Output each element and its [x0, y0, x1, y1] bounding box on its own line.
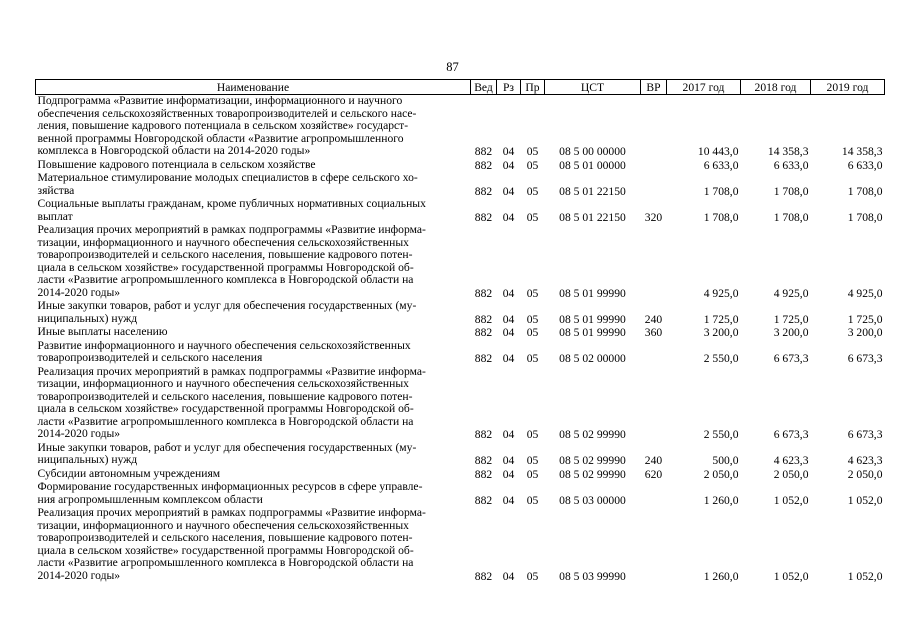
- cell-rz: 04: [502, 493, 515, 507]
- cell-2017: 1 260,0: [703, 569, 739, 583]
- cell-vr: [641, 172, 667, 198]
- cell-2018: 1 052,0: [773, 569, 809, 583]
- cell-ved: 882: [474, 428, 493, 441]
- cell-cst: 08 5 01 00000: [559, 158, 626, 172]
- name-line: ния агропромышленным комплексом области: [37, 492, 263, 506]
- cell-2019: 1 708,0: [847, 184, 883, 198]
- cell-rz: 04: [502, 326, 515, 339]
- cell-2017: 2 050,0: [703, 467, 739, 481]
- cell-rz: 04: [502, 352, 515, 365]
- table-row: [36, 300, 885, 326]
- cell-2017: 3 200,0: [703, 326, 739, 339]
- table-header-row: [36, 80, 885, 95]
- cell-2018: 1 708,0: [773, 184, 809, 198]
- cell-2019: 3 200,0: [847, 326, 883, 339]
- cell-2018: 2 050,0: [773, 467, 809, 481]
- cell-ved: 882: [474, 569, 493, 583]
- name-line: 2014-2020 годы»: [37, 427, 121, 440]
- name-line: венной программы Новгородской области «Развитие агропромышленного: [37, 131, 404, 145]
- cell-vr: [641, 507, 667, 583]
- header-2017: 2017 год: [667, 80, 741, 95]
- header-rz: Рз: [497, 80, 521, 95]
- cell-rz: 04: [502, 467, 515, 481]
- cell-cst: 08 5 02 99990: [559, 454, 626, 467]
- name-line: циала в сельском хозяйстве» государственной программы Новгородской об-: [37, 260, 414, 274]
- cell-name: [36, 366, 471, 442]
- table-row: [36, 172, 885, 198]
- name-line: ласти «Развитие агропромышленного комплекса в Новгородской области на: [37, 273, 414, 286]
- table-row: [36, 326, 885, 340]
- cell-name: [36, 326, 471, 340]
- name-line: зяйства: [37, 183, 75, 197]
- cell-pr: 05: [526, 145, 539, 158]
- table-row: [36, 481, 885, 507]
- cell-2018: 6 673,3: [773, 428, 809, 441]
- cell-2019: 1 052,0: [847, 493, 883, 507]
- name-line: Материальное стимулирование молодых специалистов в сфере сельского хо-: [37, 171, 418, 184]
- name-line: товаропроизводителей и сельского населения, повышение кадрового потен-: [37, 389, 413, 403]
- name-line: выплат: [37, 209, 73, 223]
- cell-2019: 1 708,0: [847, 210, 883, 224]
- table-row: [36, 507, 885, 583]
- cell-vr: 620: [644, 467, 663, 481]
- cell-ved: 882: [474, 210, 493, 224]
- cell-pr: 05: [526, 352, 539, 365]
- cell-cst: 08 5 03 00000: [559, 493, 626, 507]
- cell-vr: 360: [644, 326, 663, 339]
- name-line: Субсидии автономным учреждениям: [37, 466, 221, 480]
- name-line: ниципальных) нужд: [37, 453, 138, 466]
- cell-pr: 05: [526, 158, 539, 172]
- cell-ved: 882: [474, 312, 493, 326]
- cell-cst: 08 5 01 99990: [559, 312, 626, 326]
- name-line: ласти «Развитие агропромышленного комплекса в Новгородской области на: [37, 556, 414, 569]
- cell-2019: 6 673,3: [847, 352, 883, 365]
- name-line: Повышение кадрового потенциала в сельском хозяйстве: [37, 157, 316, 171]
- cell-rz: 04: [502, 184, 515, 198]
- cell-rz: 04: [502, 569, 515, 583]
- cell-2019: 1 725,0: [847, 312, 883, 326]
- cell-ved: 882: [474, 454, 493, 467]
- cell-rz: 04: [502, 428, 515, 441]
- table-row: [36, 159, 885, 173]
- cell-2018: 6 633,0: [773, 158, 809, 172]
- cell-vr: 240: [644, 454, 663, 467]
- cell-rz: 04: [502, 210, 515, 224]
- cell-2019: 6 633,0: [847, 158, 883, 172]
- cell-vr: [641, 340, 667, 366]
- cell-cst: 08 5 01 99990: [559, 286, 626, 300]
- cell-pr: 05: [526, 184, 539, 198]
- header-ved: Вед: [471, 80, 497, 95]
- name-line: 2014-2020 годы»: [37, 285, 121, 299]
- cell-vr: [641, 366, 667, 442]
- cell-ved: 882: [474, 184, 493, 198]
- name-line: Иные закупки товаров, работ и услуг для обеспечения государственных (му-: [37, 440, 417, 454]
- cell-name: [36, 95, 471, 159]
- cell-ved: 882: [474, 326, 493, 339]
- cell-cst: 08 5 02 99990: [559, 467, 626, 481]
- cell-name: [36, 198, 471, 224]
- cell-pr: 05: [526, 210, 539, 224]
- cell-cst: 08 5 03 99990: [559, 569, 626, 583]
- cell-name: [36, 300, 471, 326]
- cell-cst: 08 5 01 22150: [559, 210, 626, 224]
- cell-2018: 4 623,3: [773, 454, 809, 467]
- cell-name: [36, 340, 471, 366]
- cell-vr: [641, 481, 667, 507]
- cell-pr: 05: [526, 467, 539, 481]
- name-line: Иные закупки товаров, работ и услуг для обеспечения государственных (му-: [37, 299, 417, 312]
- cell-rz: 04: [502, 145, 515, 158]
- cell-vr: [641, 95, 667, 159]
- header-2018: 2018 год: [741, 80, 811, 95]
- page-number: 87: [446, 60, 459, 74]
- cell-2019: 4 925,0: [847, 286, 883, 300]
- cell-pr: 05: [526, 326, 539, 339]
- name-line: ласти «Развитие агропромышленного комплекса в Новгородской области на: [37, 414, 414, 428]
- name-line: Подпрограмма «Развитие информатизации, информационного и научного: [37, 94, 403, 107]
- cell-vr: 320: [644, 210, 663, 224]
- cell-name: [36, 159, 471, 173]
- cell-name: [36, 481, 471, 507]
- cell-2017: 4 925,0: [703, 286, 739, 300]
- table-row: [36, 366, 885, 442]
- cell-2017: 1 708,0: [703, 184, 739, 198]
- cell-name: [36, 442, 471, 468]
- cell-2018: 14 358,3: [767, 145, 809, 158]
- cell-cst: 08 5 02 99990: [559, 428, 626, 441]
- table-row: [36, 442, 885, 468]
- header-pr: Пр: [521, 80, 545, 95]
- cell-rz: 04: [502, 158, 515, 172]
- cell-name: [36, 468, 471, 482]
- name-line: тизации, информационного и научного обеспечения сельскохозяйственных: [37, 518, 409, 532]
- name-line: товаропроизводителей и сельского населения: [37, 351, 263, 364]
- name-line: циала в сельском хозяйстве» государственной программы Новгородской об-: [37, 543, 414, 557]
- table-row: [36, 95, 885, 159]
- cell-2019: 6 673,3: [847, 428, 883, 441]
- name-line: Реализация прочих мероприятий в рамках подпрограммы «Развитие информа-: [37, 364, 426, 378]
- cell-2018: 1 708,0: [773, 210, 809, 224]
- cell-2017: 6 633,0: [703, 158, 739, 172]
- cell-2017: 2 550,0: [703, 428, 739, 441]
- cell-ved: 882: [474, 352, 493, 365]
- table-row: [36, 468, 885, 482]
- cell-pr: 05: [526, 454, 539, 467]
- cell-2017: 1 725,0: [703, 312, 739, 326]
- header-name: Наименование: [36, 80, 471, 95]
- cell-cst: 08 5 02 00000: [559, 352, 626, 365]
- name-line: Социальные выплаты гражданам, кроме публичных нормативных социальных: [37, 197, 426, 210]
- cell-vr: [641, 224, 667, 300]
- cell-rz: 04: [502, 286, 515, 300]
- cell-ved: 882: [474, 286, 493, 300]
- cell-name: [36, 172, 471, 198]
- cell-pr: 05: [526, 569, 539, 583]
- name-line: 2014-2020 годы»: [37, 568, 121, 582]
- name-line: Реализация прочих мероприятий в рамках подпрограммы «Развитие информа-: [37, 223, 426, 236]
- cell-2018: 6 673,3: [773, 352, 809, 365]
- name-line: товаропроизводителей и сельского населения, повышение кадрового потен-: [37, 531, 413, 544]
- cell-2018: 3 200,0: [773, 326, 809, 339]
- cell-2017: 1 260,0: [703, 493, 739, 507]
- cell-2019: 4 623,3: [847, 454, 883, 467]
- table-row: [36, 198, 885, 224]
- cell-ved: 882: [474, 493, 493, 507]
- cell-rz: 04: [502, 312, 515, 326]
- name-line: обеспечения сельскохозяйственных товаропроизводителей и сельского насе-: [37, 106, 417, 120]
- cell-2017: 10 443,0: [697, 145, 739, 158]
- cell-pr: 05: [526, 312, 539, 326]
- name-line: Реализация прочих мероприятий в рамках подпрограммы «Развитие информа-: [37, 506, 426, 519]
- name-line: товаропроизводителей и сельского населения, повышение кадрового потен-: [37, 248, 413, 261]
- cell-cst: 08 5 01 99990: [559, 326, 626, 339]
- name-line: Формирование государственных информационных ресурсов в сфере управле-: [37, 480, 423, 493]
- cell-rz: 04: [502, 454, 515, 467]
- name-line: Развитие информационного и научного обеспечения сельскохозяйственных: [37, 338, 411, 352]
- cell-2018: 4 925,0: [773, 286, 809, 300]
- name-line: тизации, информационного и научного обеспечения сельскохозяйственных: [37, 377, 409, 390]
- cell-ved: 882: [474, 467, 493, 481]
- cell-pr: 05: [526, 493, 539, 507]
- cell-2018: 1 052,0: [773, 493, 809, 507]
- cell-pr: 05: [526, 428, 539, 441]
- cell-2018: 1 725,0: [773, 312, 809, 326]
- name-line: комплекса в Новгородской области на 2014-2020 годы»: [37, 144, 311, 157]
- name-line: ниципальных) нужд: [37, 311, 138, 325]
- cell-2019: 14 358,3: [841, 145, 883, 158]
- cell-ved: 882: [474, 145, 493, 158]
- header-2019: 2019 год: [811, 80, 885, 95]
- cell-ved: 882: [474, 158, 493, 172]
- table-row: [36, 340, 885, 366]
- header-cst: ЦСТ: [545, 80, 641, 95]
- budget-table: [35, 79, 885, 583]
- cell-2017: 1 708,0: [703, 210, 739, 224]
- cell-2017: 2 550,0: [703, 352, 739, 365]
- header-vr: ВР: [641, 80, 667, 95]
- cell-2017: 500,0: [712, 454, 739, 467]
- cell-name: [36, 507, 471, 583]
- cell-vr: [641, 159, 667, 173]
- name-line: ления, повышение кадрового потенциала в сельском хозяйстве» государст-: [37, 119, 409, 132]
- cell-2019: 1 052,0: [847, 569, 883, 583]
- table-body: [36, 95, 885, 584]
- cell-name: [36, 224, 471, 300]
- cell-cst: 08 5 00 00000: [559, 145, 626, 158]
- name-line: тизации, информационного и научного обеспечения сельскохозяйственных: [37, 235, 409, 249]
- cell-2019: 2 050,0: [847, 467, 883, 481]
- cell-vr: 240: [644, 312, 663, 326]
- name-line: циала в сельском хозяйстве» государственной программы Новгородской об-: [37, 402, 414, 415]
- cell-pr: 05: [526, 286, 539, 300]
- table-row: [36, 224, 885, 300]
- cell-cst: 08 5 01 22150: [559, 184, 626, 198]
- name-line: Иные выплаты населению: [37, 325, 168, 338]
